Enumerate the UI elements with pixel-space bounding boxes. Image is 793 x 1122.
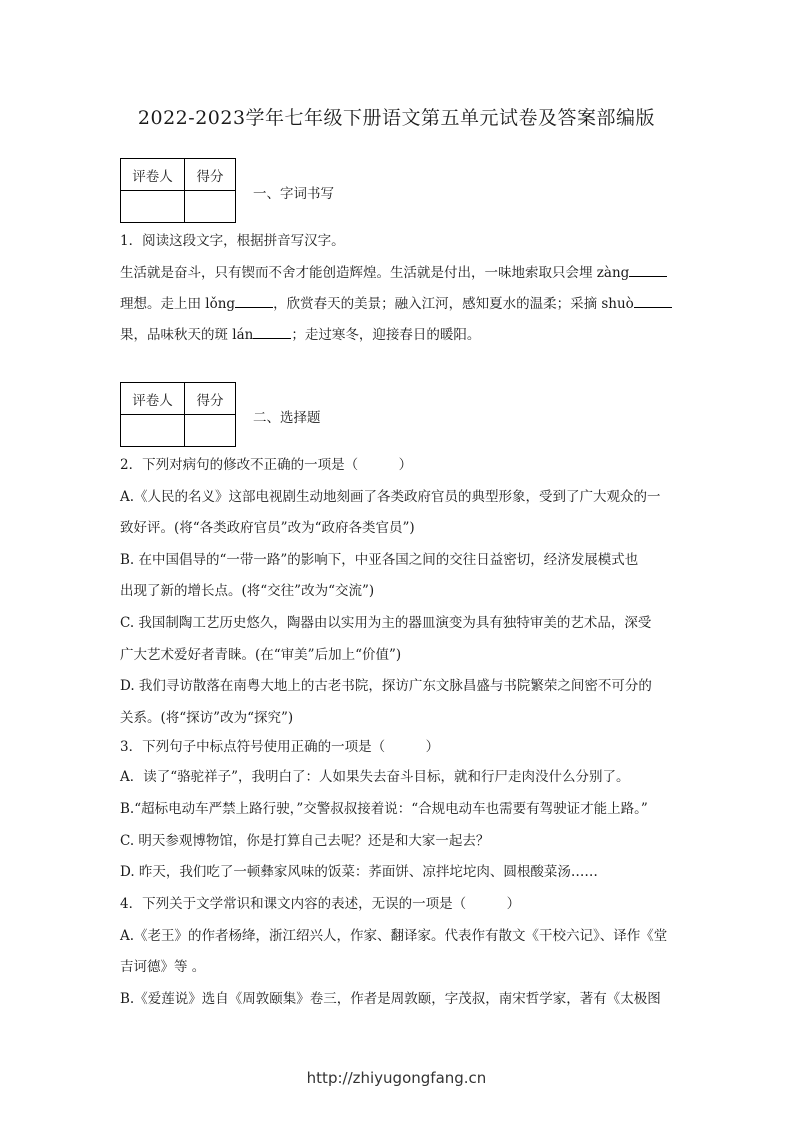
score-table-2: [120, 382, 236, 447]
q2-option-c: C. 我国制陶工艺历史悠久，陶器由以实用为主的器皿演变为具有独特审美的艺术品，深受: [120, 615, 652, 631]
q1-stem: 1．阅读这段文字，根据拼音写汉字。: [120, 233, 345, 249]
q1-line-3: 果，品味秋天的斑 lán ；走过寒冬，迎接春日的暖阳。: [120, 324, 680, 345]
reviewer-header: 评卷人: [121, 159, 185, 191]
q2-stem: 2．下列对病句的修改不正确的一项是（ ）: [120, 457, 413, 473]
answer-blank[interactable]: [629, 262, 667, 277]
score-cell[interactable]: [185, 191, 236, 223]
answer-blank[interactable]: [634, 293, 672, 308]
q2-option-a-cont: 致好评。(将“各类政府官员”改为“政府各类官员”): [120, 520, 415, 536]
answer-blank[interactable]: [253, 324, 291, 339]
q4-option-a-cont: 吉诃德》等 。: [120, 959, 206, 975]
q2-option-d-cont: 关系。(将“探访”改为“探究”): [120, 710, 294, 726]
q4-option-a: A.《老王》的作者杨绛，浙江绍兴人，作家、翻译家。代表作有散文《干校六记》、译作《堂: [120, 928, 668, 944]
score-header: 得分: [185, 159, 236, 191]
q2-option-d: D. 我们寻访散落在南粤大地上的古老书院，探访广东文脉昌盛与书院繁荣之间密不可分的: [120, 678, 652, 694]
score-header: 得分: [185, 383, 236, 415]
section-heading-1: 一、字词书写: [253, 186, 334, 202]
reviewer-cell[interactable]: [121, 415, 185, 447]
q3-option-b: B.“超标电动车严禁上路行驶，”交警叔叔接着说：“合规电动车也需要有驾驶证才能上路。”: [120, 801, 648, 817]
answer-blank[interactable]: [235, 293, 273, 308]
q3-option-c: C. 明天参观博物馆，你是打算自己去呢？还是和大家一起去？: [120, 833, 490, 849]
q2-option-a: A.《人民的名义》这部电视剧生动地刻画了各类政府官员的典型形象，受到了广大观众的一: [120, 489, 661, 505]
reviewer-cell[interactable]: [121, 191, 185, 223]
q3-option-d: D. 昨天，我们吃了一顿彝家风味的饭菜：荞面饼、凉拌坨坨肉、圆根酸菜汤……: [120, 864, 598, 880]
reviewer-header: 评卷人: [121, 383, 185, 415]
score-cell[interactable]: [185, 415, 236, 447]
q2-option-c-cont: 广大艺术爱好者青睐。(在“审美”后加上“价值”): [120, 647, 402, 663]
q4-option-b: B.《爱莲说》选自《周敦颐集》卷三，作者是周敦颐，字茂叔，南宋哲学家，著有《太极图: [120, 991, 661, 1007]
footer-url[interactable]: http://zhiyugongfang.cn: [306, 1069, 487, 1087]
section-heading-2: 二、选择题: [253, 410, 321, 426]
score-table-1: [120, 158, 236, 223]
q1-line-2: 理想。走上田 lǒng ，欣赏春天的美景；融入江河，感知夏水的温柔；采摘 shuò: [120, 293, 680, 314]
document-title: 2022-2023学年七年级下册语文第五单元试卷及答案部编版: [137, 107, 656, 129]
q3-option-a: A．读了“骆驼祥子”，我明白了：人如果失去奋斗目标，就和行尸走肉没什么分别了。: [120, 769, 630, 785]
q2-option-b: B. 在中国倡导的“一带一路”的影响下，中亚各国之间的交往日益密切，经济发展模式也: [120, 552, 639, 568]
q1-line-1: 生活就是奋斗，只有锲而不舍才能创造辉煌。生活就是付出，一味地索取只会埋 zàng: [120, 262, 680, 283]
q4-stem: 4．下列关于文学常识和课文内容的表述，无误的一项是（ ）: [120, 896, 521, 912]
q3-stem: 3．下列句子中标点符号使用正确的一项是（ ）: [120, 739, 440, 755]
q2-option-b-cont: 出现了新的增长点。(将“交往”改为“交流”): [120, 583, 375, 599]
